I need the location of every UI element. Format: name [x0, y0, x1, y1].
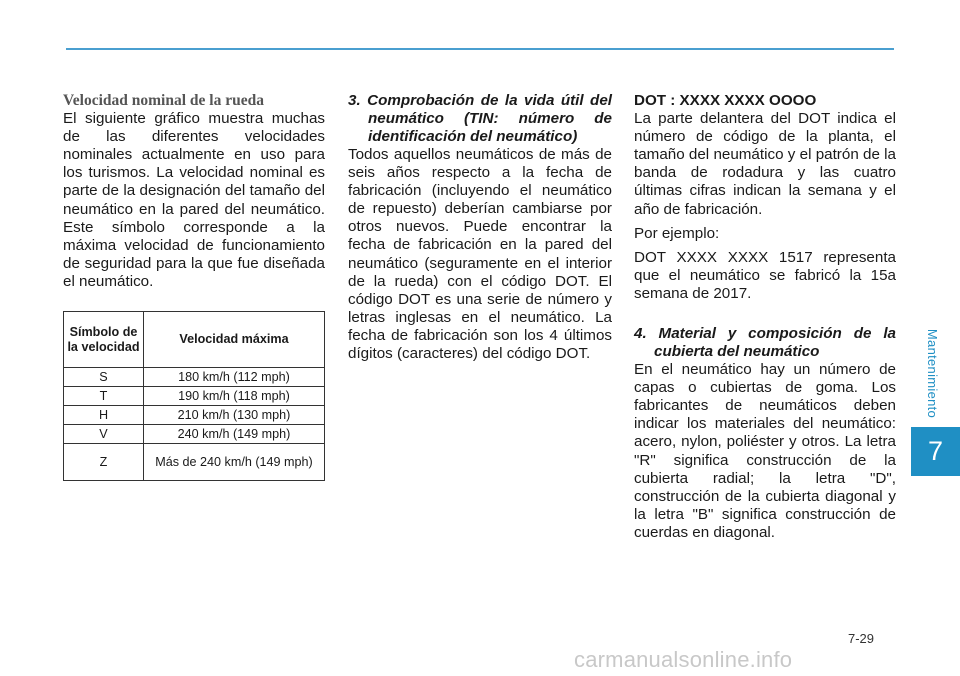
dot-example-paragraph: DOT XXXX XXXX 1517 representa que el neumático se fabricó la 15a semana de 2017.: [634, 248, 896, 302]
chapter-tab: 7: [911, 427, 960, 476]
table-cell-speed: 210 km/h (130 mph): [144, 406, 325, 425]
tire-life-paragraph: Todos aquellos neumáticos de más de seis años respecto a la fecha de fabricación (incluyendo el neumático de repuesto) deberían cambiarse por otros nuevos. Puede encontrar la fecha de fabricación en la pared del neumático (seguramente en el interior de la rueda) con el código DOT. El código DOT es una serie de número y letras inglesas en el neumático. La fecha de fabricación son los 4 últimos dígitos (caracteres) del código DOT.: [348, 146, 612, 363]
watermark-text: carmanualsonline.info: [574, 647, 793, 672]
column-2: [348, 92, 612, 363]
column-1: [63, 92, 325, 291]
section-side-label: [922, 318, 944, 428]
table-cell-symbol: V: [64, 425, 144, 444]
page-number: 7-29: [848, 631, 875, 646]
table-row: [64, 406, 325, 425]
tire-life-heading: 3. Comprobación de la vida útil del neumático (TIN: número de identificación del neumático): [348, 92, 612, 145]
table-cell-symbol: S: [64, 368, 144, 387]
wheel-speed-paragraph: El siguiente gráfico muestra muchas de las diferentes velocidades nominales actualmente en uso para los turismos. La velocidad nominal es parte de la designación del tamaño del neumático en la pared del neumático. Este símbolo corresponde a la máxima velocidad de funcionamiento de seguridad para la que fue diseñada el neumático.: [63, 110, 325, 290]
table-cell-speed: Más de 240 km/h (149 mph): [144, 444, 325, 481]
table-cell-speed: 240 km/h (149 mph): [144, 425, 325, 444]
material-paragraph: En el neumático hay un número de capas o cubiertas de goma. Los fabricantes de neumáticos deben indicar los materiales del neumático: acero, nylon, poliéster y otros. La letra "R" significa construcción de la cubierta radial; la letra "D", construcción de la cubierta diagonal y la letra "B" significa construcción de cuerdas en diagonal.: [634, 361, 896, 541]
dot-code-line: DOT : XXXX XXXX OOOO: [634, 92, 817, 109]
table-row: [64, 368, 325, 387]
table-row: [64, 387, 325, 406]
table-cell-speed: 180 km/h (112 mph): [144, 368, 325, 387]
table-cell-symbol: H: [64, 406, 144, 425]
table-cell-symbol: Z: [64, 444, 144, 481]
column-3: [634, 92, 896, 542]
table-header-symbol: Símbolo de la velocidad: [64, 312, 144, 368]
speed-rating-table: [63, 311, 325, 481]
table-row: [64, 444, 325, 481]
dot-explanation-paragraph: La parte delantera del DOT indica el número de código de la planta, el tamaño del neumático y el patrón de la banda de rodadura y las cuatro últimas cifras indican la semana y el año de fabricación.: [634, 110, 896, 218]
example-label: Por ejemplo:: [634, 224, 720, 242]
table-cell-symbol: T: [64, 387, 144, 406]
header-rule: [66, 48, 894, 50]
table-header-row: [64, 312, 325, 368]
wheel-speed-heading: Velocidad nominal de la rueda: [63, 92, 264, 109]
table-row: [64, 425, 325, 444]
table-header-max-speed: Velocidad máxima: [144, 312, 325, 368]
table-cell-speed: 190 km/h (118 mph): [144, 387, 325, 406]
material-heading: 4. Material y composición de la cubierta del neumático: [634, 325, 896, 361]
section-label-text: Mantenimiento: [925, 328, 941, 418]
